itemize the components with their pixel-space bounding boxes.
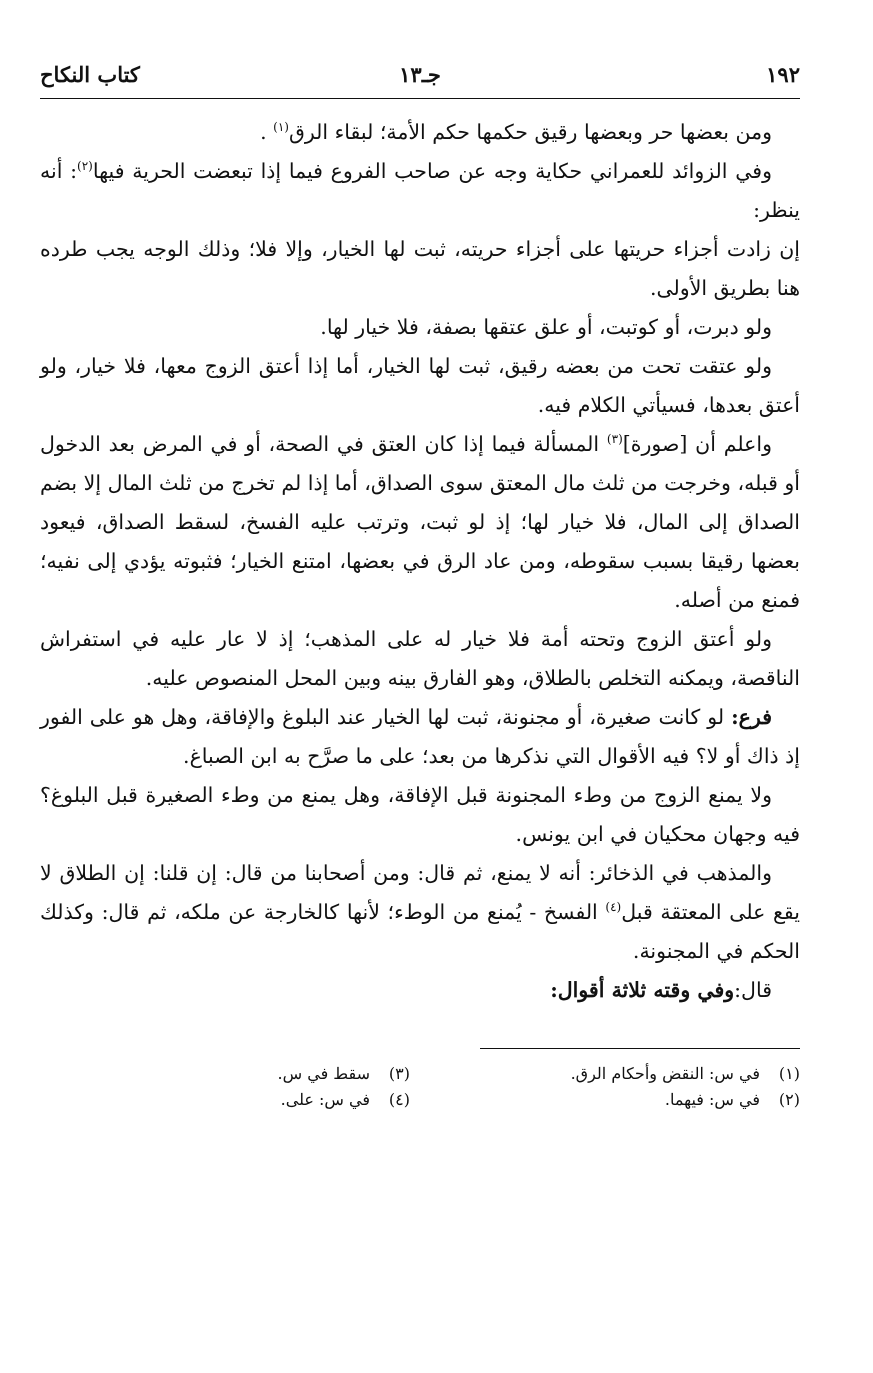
footnotes [40, 1061, 800, 1113]
footnote-ref: (٣) [606, 432, 623, 447]
paragraph: قال:وفي وقته ثلاثة أقوال: [550, 978, 772, 1002]
footnote: (١)في س: النقض وأحكام الرق. [570, 1064, 800, 1083]
paragraph: إن زادت أجزاء حريتها على أجزاء حريته، ثبت لها الخيار، وإلا فلا؛ وذلك الوجه يجب طرده هنا بطريق الأولى. [40, 237, 800, 300]
page [40, 58, 800, 1113]
footnote-ref: (٢) [77, 159, 93, 174]
footnote: (٤)في س: على. [280, 1090, 410, 1109]
footnote-ref: (٤) [605, 900, 622, 915]
paragraph: ولو عتقت تحت من بعضه رقيق، ثبت لها الخيار، أما إذا أعتق الزوج معها، فلا خيار، ولو أعتق بعدها، فسيأتي الكلام فيه. [40, 354, 800, 417]
running-header [40, 58, 800, 98]
paragraph: والمذهب في الذخائر: أنه لا يمنع، ثم قال: ومن أصحابنا من قال: إن قلنا: إن الطلاق لا يقع على المعتقة قبل$^{(٤)}$ الفسخ - يُمنع من الوطء؛ لأنها كالخارجة عن ملكه، ثم قال: وكذلك الحكم في المجنونة. [40, 861, 800, 963]
paragraph: وفي الزوائد للعمراني حكاية وجه عن صاحب الفروع فيما إذا تبعضت الحرية فيها$^{(٢)}$: أنه ينظر: [40, 159, 800, 222]
volume-label: جـ١٣ [399, 62, 441, 87]
footnote: (٣)سقط في س. [277, 1064, 410, 1083]
paragraph: ولا يمنع الزوج من وطء المجنونة قبل الإفاقة، وهل يمنع من وطء الصغيرة قبل البلوغ؟ فيه وجهان محكيان في ابن يونس. [40, 783, 800, 846]
bold-statement: وفي وقته ثلاثة أقوال: [550, 978, 735, 1002]
paragraph: فرع: لو كانت صغيرة، أو مجنونة، ثبت لها الخيار عند البلوغ والإفاقة، وهل هو على الفور إذ ذاك أو لا؟ فيه الأقوال التي نذكرها من بعد؛ على ما صرَّح به ابن الصباغ. [40, 705, 800, 768]
header-divider [40, 98, 800, 99]
page-number: ١٩٢ [766, 62, 800, 87]
main-text [40, 113, 800, 1010]
footnote: (٢)في س: فيهما. [664, 1090, 800, 1109]
paragraph: ولو أعتق الزوج وتحته أمة فلا خيار له على المذهب؛ إذ لا عار عليه في استفراش الناقصة، ويمكنه التخلص بالطلاق، وهو الفارق بينه وبين المحل المنصوص عليه. [40, 627, 800, 690]
footnote-divider [480, 1048, 800, 1049]
paragraph: ولو دبرت، أو كوتبت، أو علق عتقها بصفة، فلا خيار لها. [320, 315, 772, 339]
paragraph: واعلم أن [صورة]$^{(٣)}$ المسألة فيما إذا كان العتق في الصحة، أو في المرض بعد الدخول أو قبله، وخرجت من ثلث مال المعتق سوى الصداق، أما إذا لم تخرج من ثلث المال إلا بضم الصداق إلى المال، فلا خيار لها؛ إذ لو ثبت، وترتب عليه الفسخ، لسقط الصداق، فيعود بعضها رقيقا بسبب سقوطه، ومن عاد الرق في بعضها، امتنع الخيار؛ فثبوته يؤدي إلى نفيه؛ فمنع من أصله. [40, 432, 800, 612]
footnote-ref: (١) [273, 120, 289, 135]
book-title: كتاب النكاح [40, 62, 140, 87]
paragraph: ومن بعضها حر وبعضها رقيق حكمها حكم الأمة؛ لبقاء الرق$^{(١)}$ . [260, 120, 772, 144]
subheading-far: فرع: [731, 705, 772, 729]
